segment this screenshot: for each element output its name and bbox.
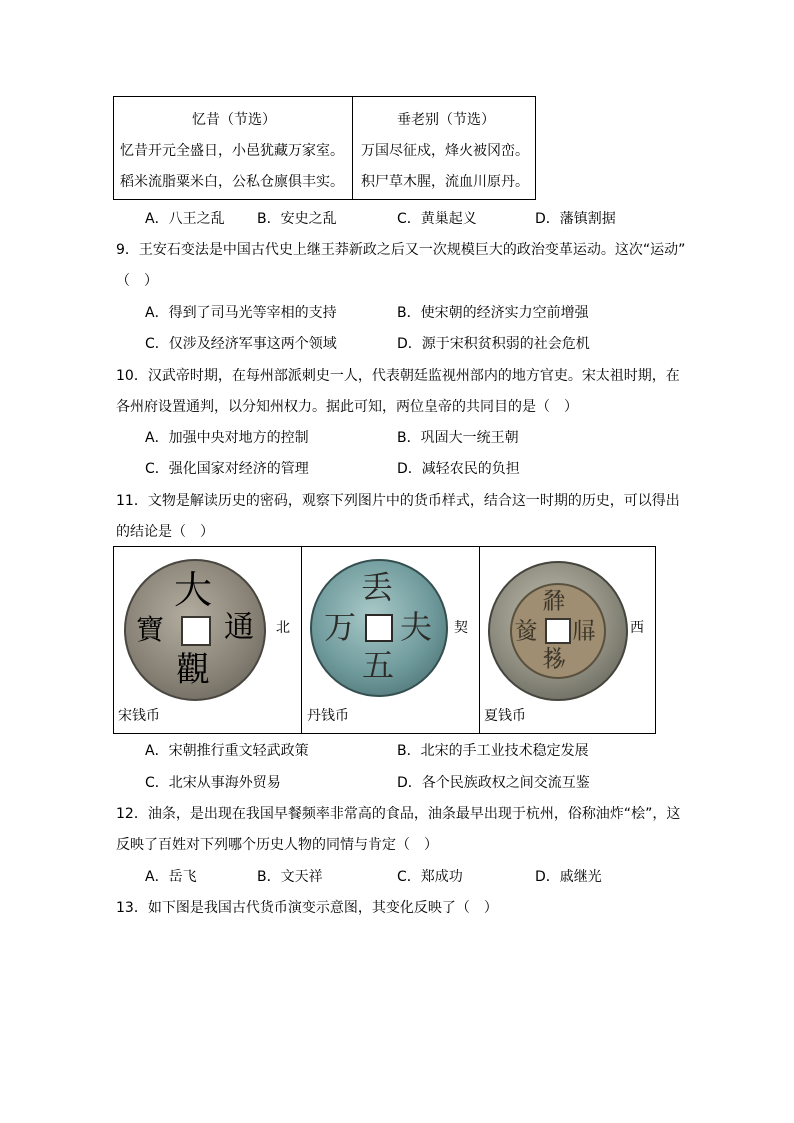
coin-caption: 丹钱币 [307,708,349,724]
khitan-coin-image [310,559,448,697]
q10-stem: 10．汉武帝时期，在每州部派刺史一人，代表朝廷监视州部内的地方官吏。宋太祖时期，在 [116,368,680,384]
coin-character: 𗒹 [514,617,538,645]
coin-character: 𗈪 [542,645,566,673]
poem-right-line: 万国尽征戍，烽火被冈峦。 [361,143,529,159]
q8-option-d[interactable]: D．藩镇割据 [535,211,616,227]
coin-character: 𗴂 [542,587,566,615]
coin-table [113,546,656,734]
coin-side-label: 北 [276,620,290,636]
q12-option-c[interactable]: C．郑成功 [397,869,463,885]
table-divider [479,547,480,733]
q11-stem-cont: 的结论是（ ） [116,524,214,540]
table-divider [352,97,353,199]
q10-option-d[interactable]: D．减轻农民的负担 [397,461,520,477]
q12-option-d[interactable]: D．戚继光 [535,869,602,885]
q10-stem-cont: 各州府设置通判，以分知州权力。据此可知，两位皇帝的共同目的是（ ） [116,399,578,415]
q10-option-a[interactable]: A．加强中央对地方的控制 [145,430,309,446]
coin-character: 五 [362,646,395,684]
q11-option-d[interactable]: D．各个民族政权之间交流互鉴 [397,775,590,791]
table-divider [301,547,302,733]
q12-stem: 12．油条，是出现在我国早餐频率非常高的食品，油条最早出现于杭州，俗称油炸“桧”，这 [116,806,681,822]
poem-right-title: 垂老别（节选） [397,112,495,128]
xixia-coin-image [488,561,628,701]
q9-option-c[interactable]: C．仅涉及经济军事这两个领域 [145,336,337,352]
q11-option-b[interactable]: B．北宋的手工业技术稳定发展 [397,743,589,759]
coin-side-label: 西 [630,620,644,636]
q13-stem: 13．如下图是我国古代货币演变示意图，其变化反映了（ ） [116,900,498,916]
poem-left-line: 稻米流脂粟米白，公私仓廪俱丰实。 [120,174,344,190]
coin-character: 𗅁 [572,617,596,645]
song-coin-image [124,559,266,701]
q9-stem: 9．王安石变法是中国古代史上继王莽新政之后又一次规模巨大的政治变革运动。这次“运动” [116,242,686,258]
q9-option-d[interactable]: D．源于宋积贫积弱的社会危机 [397,336,590,352]
q10-option-b[interactable]: B．巩固大一统王朝 [397,430,519,446]
poem-table [113,96,536,200]
coin-character: 寶 [136,613,165,646]
coin-character: 万 [324,608,357,646]
q8-option-c[interactable]: C．黄巢起义 [397,211,477,227]
q9-option-b[interactable]: B．使宋朝的经济实力空前增强 [397,305,589,321]
q8-option-a[interactable]: A．八王之乱 [145,211,225,227]
poem-right-line: 积尸草木腥，流血川原丹。 [361,174,529,190]
q11-stem: 11．文物是解读历史的密码，观察下列图片中的货币样式，结合这一时期的历史，可以得出 [116,493,680,509]
coin-caption: 宋钱币 [118,708,160,724]
q11-option-c[interactable]: C．北宋从事海外贸易 [145,775,281,791]
coin-character: 丢 [361,568,394,606]
coin-character: 大 [174,568,213,612]
coin-character: 夫 [400,608,433,646]
coin-caption: 夏钱币 [484,708,526,724]
q12-stem-cont: 反映了百姓对下列哪个历史人物的同情与肯定（ ） [116,837,438,853]
coin-character: 觀 [176,650,210,690]
q12-option-a[interactable]: A．岳飞 [145,869,197,885]
q8-option-b[interactable]: B．安史之乱 [257,211,337,227]
q9-option-a[interactable]: A．得到了司马光等宰相的支持 [145,305,337,321]
q11-option-a[interactable]: A．宋朝推行重文轻武政策 [145,743,309,759]
q12-option-b[interactable]: B．文天祥 [257,869,323,885]
poem-left-line: 忆昔开元全盛日，小邑犹藏万家室。 [120,143,344,159]
coin-character: 通 [224,610,254,645]
poem-left-title: 忆昔（节选） [192,112,276,128]
coin-side-label: 契 [454,620,468,636]
q9-stem-cont: （ ） [116,273,158,289]
q10-option-c[interactable]: C．强化国家对经济的管理 [145,461,309,477]
